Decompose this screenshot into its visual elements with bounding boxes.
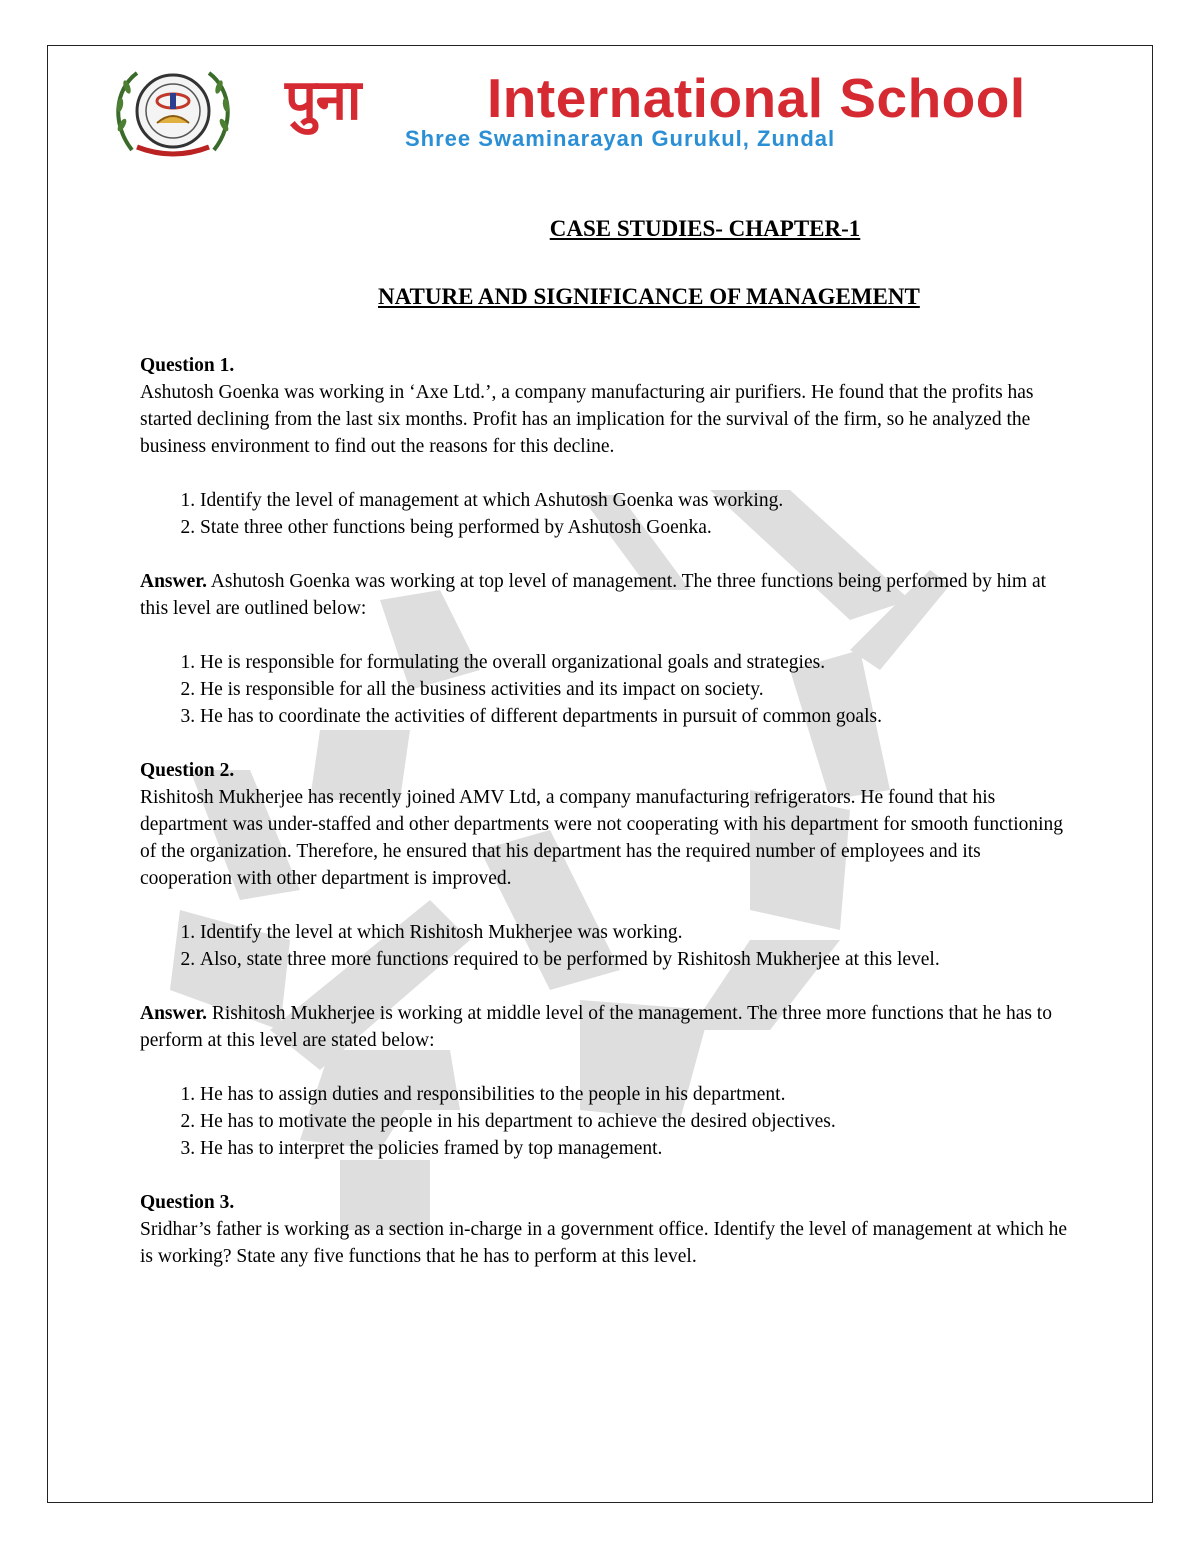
answer-paragraph [140,568,1070,622]
list-item: 2. Also, state three more functions required to be performed by Rishitosh Mukherjee at this level. [200,946,1070,973]
list-item: 3. He has to interpret the policies framed by top management. [200,1135,1070,1162]
chapter-title: CASE STUDIES- CHAPTER-1 [549,216,861,241]
school-seal-logo [112,65,234,161]
answer-text: Rishitosh Mukherjee is working at middle level of the management. The three more functions that he has to perform at this level are stated below: [140,1003,1052,1051]
list-item: 1. Identify the level at which Rishitosh Mukherjee was working. [200,919,1070,946]
list-item: 2. State three other functions being performed by Ashutosh Goenka. [200,514,1070,541]
school-header [112,62,1142,167]
list-item: 3. He has to coordinate the activities of different departments in pursuit of common goals. [200,703,1070,730]
answer-paragraph [140,1000,1070,1054]
document-body [140,352,1070,1270]
answer-list [140,649,1070,730]
school-name-hindi: पुना [285,68,361,133]
list-item: 2. He is responsible for all the business activities and its impact on society. [200,676,1070,703]
list-item: 2. He has to motivate the people in his department to achieve the desired objectives. [200,1108,1070,1135]
question-list [140,487,1070,541]
answer-label: Answer. [140,1003,207,1024]
question-text: Ashutosh Goenka was working in ‘Axe Ltd.’, a company manufacturing air purifiers. He found that the profits has started declining from the last six months. Profit has an implication for the survival of the firm, so he analyzed the business environment to find out the reasons for this decline. [140,382,1034,457]
answer-label: Answer. [140,571,207,592]
list-item: 1. Identify the level of management at which Ashutosh Goenka was working. [200,487,1070,514]
answer-list [140,1081,1070,1162]
list-item: 1. He is responsible for formulating the overall organizational goals and strategies. [200,649,1070,676]
question-heading: Question 2. [140,760,235,781]
question-list [140,919,1070,973]
topic-title: NATURE AND SIGNIFICANCE OF MANAGEMENT [378,284,920,309]
school-name: International School [487,67,1026,129]
question-text: Rishitosh Mukherjee has recently joined AMV Ltd, a company manufacturing refrigerators. He found that his department was under-staffed and other departments were not cooperating with his department for smooth functioning of the organization. Therefore, he ensured that his department has the required number of employees and its cooperation with other department is improved. [140,787,1064,889]
answer-text: Ashutosh Goenka was working at top level of management. The three functions being performed by him at this level are outlined below: [140,571,1047,619]
question-heading: Question 3. [140,1192,235,1213]
question-text: Sridhar’s father is working as a section in-charge in a government office. Identify the level of management at which he is working? State any five functions that he has to perform at this level. [140,1219,1068,1267]
school-subtitle: Shree Swaminarayan Gurukul, Zundal [405,126,836,151]
list-item: 1. He has to assign duties and responsibilities to the people in his department. [200,1081,1070,1108]
question-heading: Question 1. [140,355,235,376]
